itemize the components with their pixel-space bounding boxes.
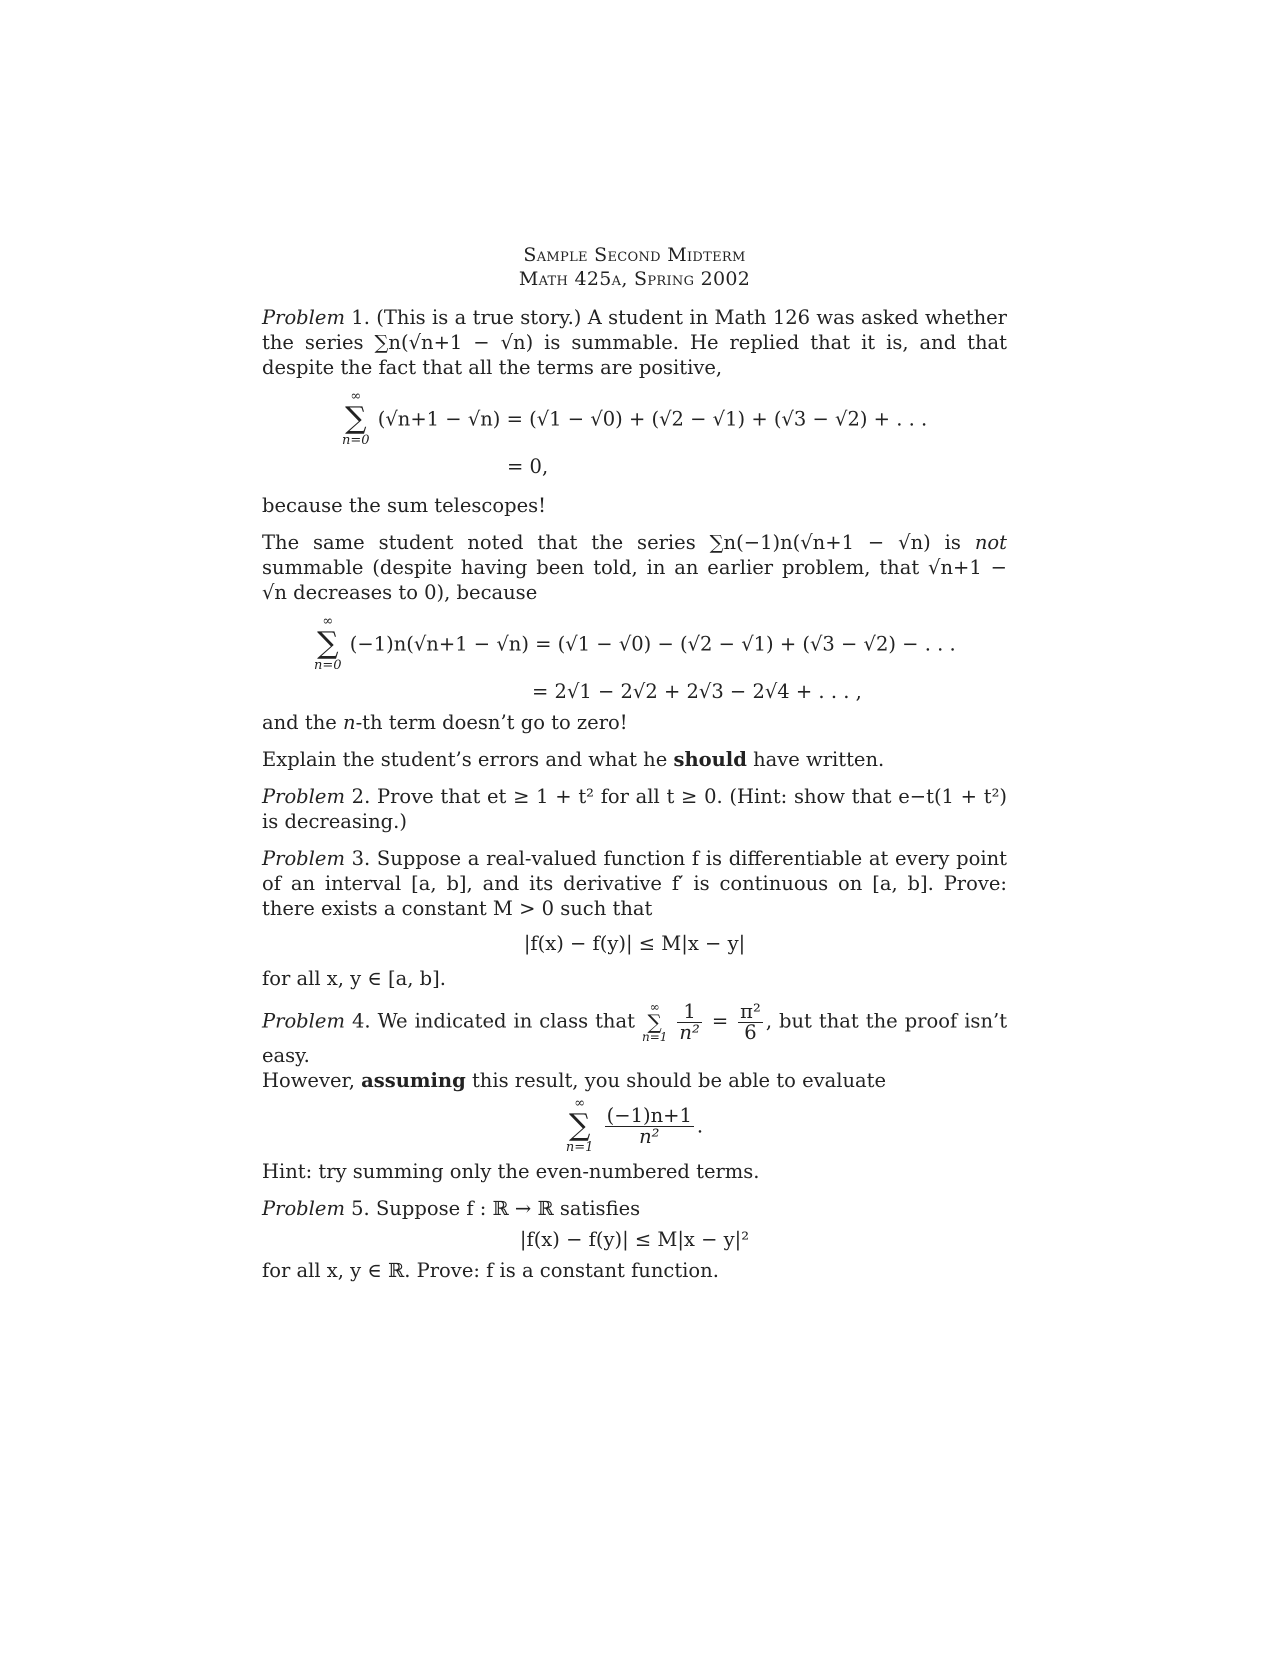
equation-2-body: (−1)n(√n+1 − √n) = (√1 − √0) − (√2 − √1) + (√3 − √2) − . . . [349, 632, 956, 656]
problem-2-number: 2. [351, 785, 371, 808]
explain-bold: should [673, 748, 747, 771]
problem-3-after: for all x, y ∈ [a, b]. [262, 967, 446, 990]
problem-4-line-2 [262, 1068, 1007, 1093]
problem-3-number: 3. [351, 847, 371, 870]
line-2-text-b: this result, you should be able to evaluate [471, 1069, 887, 1092]
sigma-symbol: ∑ [647, 1010, 662, 1034]
problem-4-equation-sum [566, 1097, 594, 1155]
equation-1-line-2: = 0, [507, 455, 549, 478]
problem-1-intro-text: (This is a true story.) A student in Math 126 was asked whether the series [262, 306, 1007, 354]
problem-1-label: Problem [262, 306, 345, 329]
document-header [262, 243, 1007, 291]
fraction-2-numerator: π² [740, 999, 761, 1023]
line-2-bold: assuming [361, 1069, 466, 1092]
problem-4-inline-sum [642, 1001, 667, 1043]
document-page [262, 243, 1007, 1283]
problem-1-paragraph-2 [262, 530, 1007, 605]
problem-4-number: 4. [351, 1009, 371, 1033]
equation-sum-upper: ∞ [574, 1096, 586, 1111]
sigma-symbol: ∑ [345, 401, 367, 436]
problem-1-intro [262, 305, 1007, 380]
problem-5-equation: |f(x) − f(y)| ≤ M|x − y|² [519, 1228, 750, 1251]
explain-text-a: Explain the student’s errors and what he [262, 748, 668, 771]
problem-5-number: 5. [351, 1197, 370, 1220]
problem-2 [262, 784, 1007, 834]
inline-sum-upper: ∞ [649, 1000, 660, 1014]
paragraph-2-text-b: is [944, 531, 961, 554]
problem-4-hint: Hint: try summing only the even-numbered terms. [262, 1160, 760, 1183]
nth-term-n: n [343, 711, 356, 734]
equation-period: . [696, 1114, 704, 1138]
equation-2-sum [314, 615, 342, 673]
equation-fraction-denominator: n² [639, 1124, 660, 1148]
problem-1-number: 1. [351, 306, 370, 329]
paragraph-2-series: ∑n(−1)n(√n+1 − √n) [709, 531, 931, 554]
inline-sum-lower: n=1 [641, 1030, 668, 1044]
equation-fraction [605, 1103, 694, 1148]
fraction-1-denominator: n² [679, 1020, 700, 1044]
problem-4-label: Problem [262, 1009, 345, 1033]
equation-1-sum-lower: n=0 [342, 433, 370, 448]
nth-term-text-a: and the [262, 711, 337, 734]
equation-2-line-2: = 2√1 − 2√2 + 2√3 − 2√4 + . . . , [532, 680, 862, 703]
equation-1 [342, 390, 1007, 452]
equation-1-sum-upper: ∞ [350, 389, 362, 404]
problem-3 [262, 846, 1007, 921]
problem-5-text: Suppose f : ℝ → ℝ satisfies [375, 1197, 641, 1220]
problem-2-text: Prove that et ≥ 1 + t² for all t ≥ 0. (Hint: show that e−t(1 + t²) is decreasing.) [262, 785, 1007, 833]
nth-term-text-b: -th term doesn’t go to zero! [355, 711, 628, 734]
problem-1-series: ∑n(√n+1 − √n) [374, 331, 534, 354]
equation-2-sum-lower: n=0 [314, 658, 342, 673]
sigma-symbol: ∑ [568, 1108, 591, 1143]
paragraph-2-not: not [974, 531, 1007, 554]
problem-5-after: for all x, y ∈ ℝ. Prove: f is a constant function. [262, 1259, 719, 1282]
equation-sum-lower: n=1 [565, 1140, 594, 1155]
equation-fraction-numerator: (−1)n+1 [606, 1103, 692, 1127]
fraction-one-over-n-squared [677, 999, 701, 1044]
problem-1-telescopes: because the sum telescopes! [262, 494, 546, 517]
problem-4-text-a: We indicated in class that [377, 1009, 635, 1033]
problem-1-intro-cont: is summable. He replied that it is, and that despite the fact that all the terms are positive, [262, 331, 1007, 379]
problem-1-explain [262, 747, 1007, 772]
explain-text-b: have written. [753, 748, 885, 771]
equation-2-sum-upper: ∞ [322, 614, 334, 629]
fraction-pi-squared-over-six [738, 999, 763, 1044]
problem-5-label: Problem [262, 1197, 345, 1220]
problem-4-equation [262, 1097, 1007, 1155]
equation-1-sum [342, 390, 370, 448]
paragraph-2-text-a: The same student noted that the series [262, 531, 696, 554]
problem-1-nth-term [262, 710, 1007, 735]
problem-4-text-b: , but that the proof isn’t easy. [262, 1009, 1008, 1067]
equals-sign: = [711, 1009, 729, 1033]
equation-1-body: (√n+1 − √n) = (√1 − √0) + (√2 − √1) + (√3 − √2) + . . . [377, 407, 928, 431]
problem-4 [262, 1001, 1007, 1068]
document-title: Sample Second Midterm [523, 244, 746, 266]
problem-3-label: Problem [262, 847, 345, 870]
problem-3-text: Suppose a real-valued function f is differentiable at every point of an interval [a, b], and its derivative f′ is continuous on [a, b]. Prove: there exists a constant M > 0 such that [262, 847, 1007, 920]
problem-2-label: Problem [262, 785, 345, 808]
problem-5 [262, 1196, 1007, 1221]
sigma-symbol: ∑ [317, 626, 339, 661]
course-line: Math 425a, Spring 2002 [518, 268, 751, 290]
fraction-2-denominator: 6 [744, 1020, 757, 1044]
paragraph-2-text-c: summable (despite having been told, in an earlier problem, that √n+1 − √n decreases to 0), because [262, 556, 1007, 604]
problem-3-equation: |f(x) − f(y)| ≤ M|x − y| [523, 932, 746, 955]
equation-2 [314, 615, 1007, 677]
fraction-1-numerator: 1 [677, 1002, 701, 1023]
line-2-text-a: However, [262, 1069, 355, 1092]
